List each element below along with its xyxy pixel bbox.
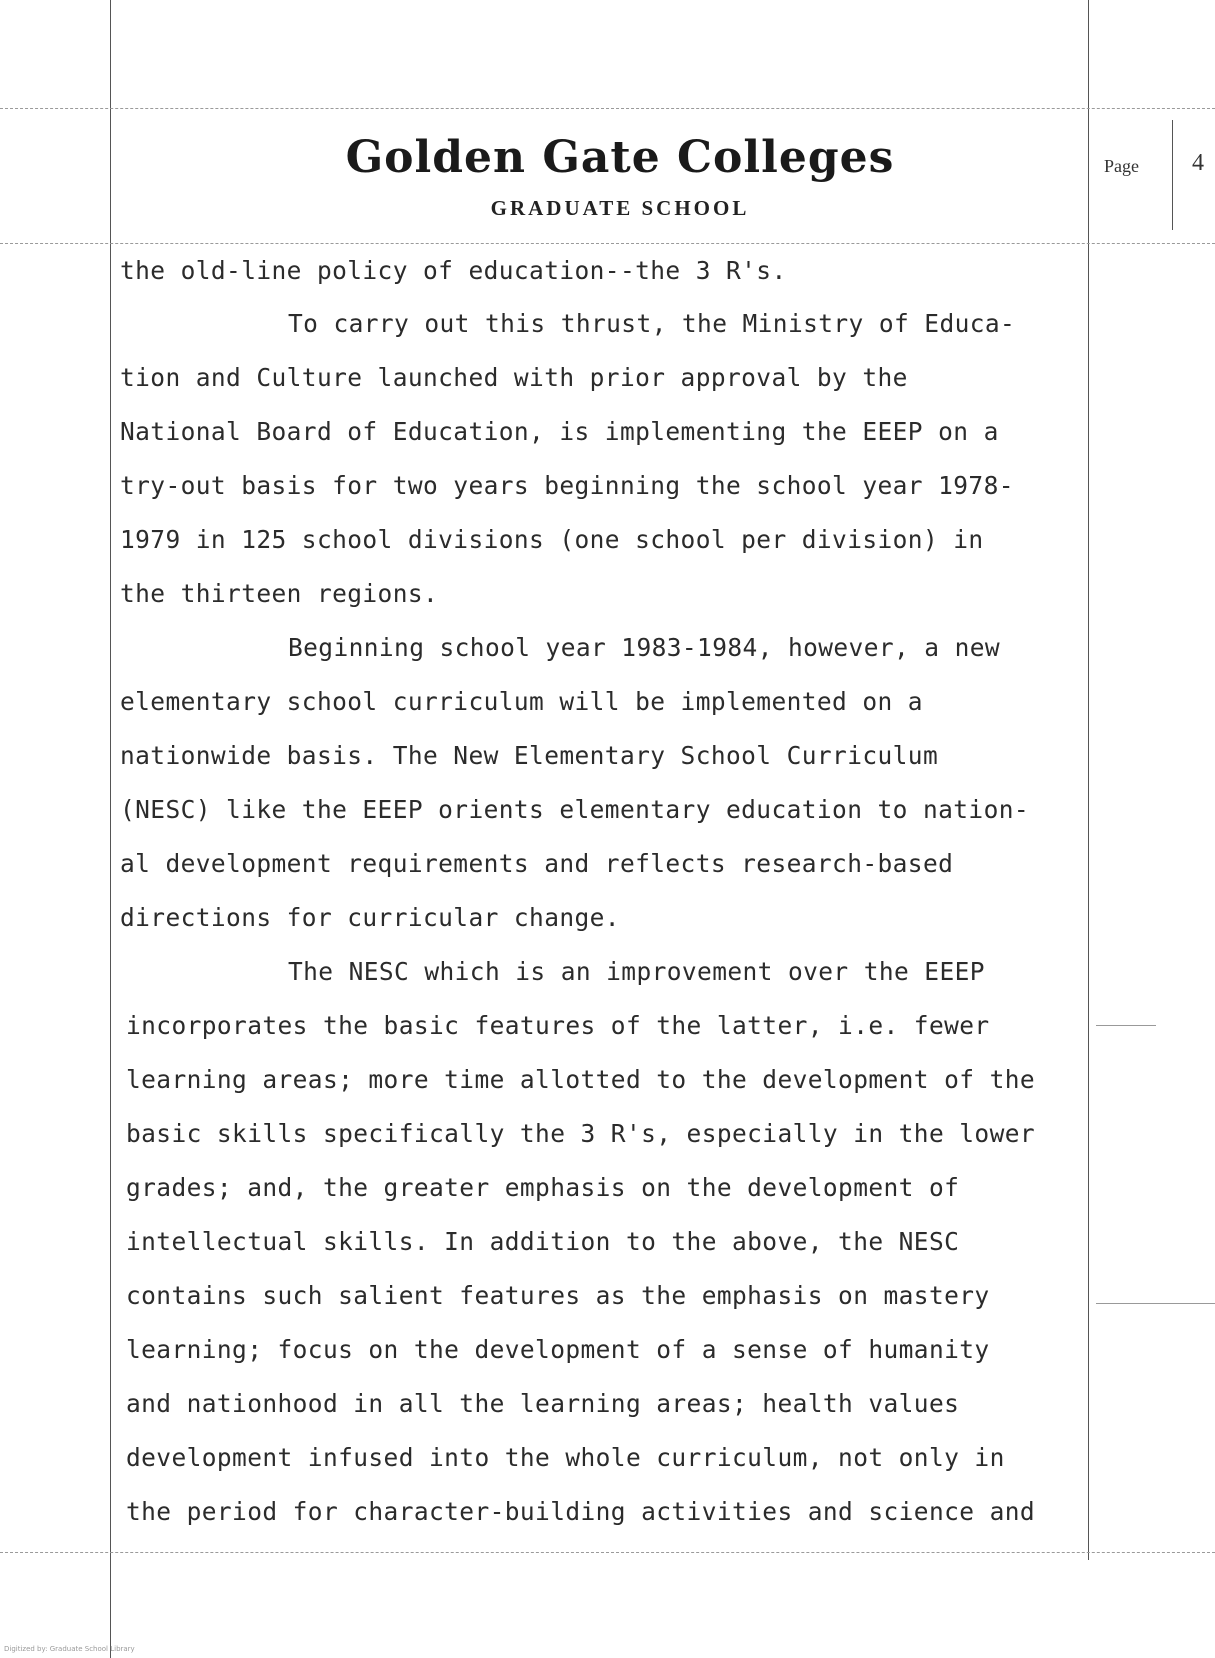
- text-line: the thirteen regions.: [120, 579, 439, 608]
- text-line: development infused into the whole curriculum, not only in: [126, 1443, 1005, 1472]
- right-column-tick-1: [1096, 1025, 1156, 1026]
- text-line: al development requirements and reflects research-based: [120, 849, 954, 878]
- text-line: National Board of Education, is implementing the EEEP on a: [120, 417, 999, 446]
- text-line: tion and Culture launched with prior approval by the: [120, 363, 908, 392]
- right-margin-line: [1088, 0, 1089, 1560]
- text-line: basic skills specifically the 3 R's, especially in the lower: [126, 1119, 1036, 1148]
- text-line: learning areas; more time allotted to the development of the: [126, 1065, 1036, 1094]
- left-margin-line: [110, 0, 111, 1658]
- text-line: To carry out this thrust, the Ministry of Educa-: [288, 309, 1016, 338]
- text-line: and nationhood in all the learning areas; health values: [126, 1389, 960, 1418]
- text-line: intellectual skills. In addition to the above, the NESC: [126, 1227, 960, 1256]
- text-line: 1979 in 125 school divisions (one school per division) in: [120, 525, 984, 554]
- page-box-divider: [1172, 120, 1173, 230]
- text-line: elementary school curriculum will be implemented on a: [120, 687, 923, 716]
- text-line: the period for character-building activities and science and: [126, 1497, 1036, 1526]
- text-line: contains such salient features as the emphasis on mastery: [126, 1281, 990, 1310]
- institution-subtitle: GRADUATE SCHOOL: [490, 196, 750, 220]
- text-line: nationwide basis. The New Elementary School Curriculum: [120, 741, 939, 770]
- institution-title: Golden Gate Colleges: [345, 132, 895, 183]
- page-number: 4: [1192, 150, 1204, 176]
- bottom-rule: [0, 1552, 1215, 1553]
- page-label: Page: [1104, 156, 1139, 176]
- text-line: grades; and, the greater emphasis on the development of: [126, 1173, 960, 1202]
- text-line: directions for curricular change.: [120, 903, 620, 932]
- text-line: incorporates the basic features of the latter, i.e. fewer: [126, 1011, 990, 1040]
- text-line: (NESC) like the EEEP orients elementary education to nation-: [120, 795, 1030, 824]
- top-header-rule: [0, 108, 1215, 109]
- header-bottom-rule: [0, 243, 1215, 244]
- text-line: Beginning school year 1983-1984, however, a new: [288, 633, 1001, 662]
- scan-footer-note: Digitized by: Graduate School Library: [4, 1645, 135, 1653]
- text-line: learning; focus on the development of a sense of humanity: [126, 1335, 990, 1364]
- text-line: The NESC which is an improvement over the EEEP: [288, 957, 985, 986]
- text-line: try-out basis for two years beginning the school year 1978-: [120, 471, 1014, 500]
- text-line: the old-line policy of education--the 3 R's.: [120, 256, 787, 285]
- right-column-tick-2: [1096, 1303, 1215, 1304]
